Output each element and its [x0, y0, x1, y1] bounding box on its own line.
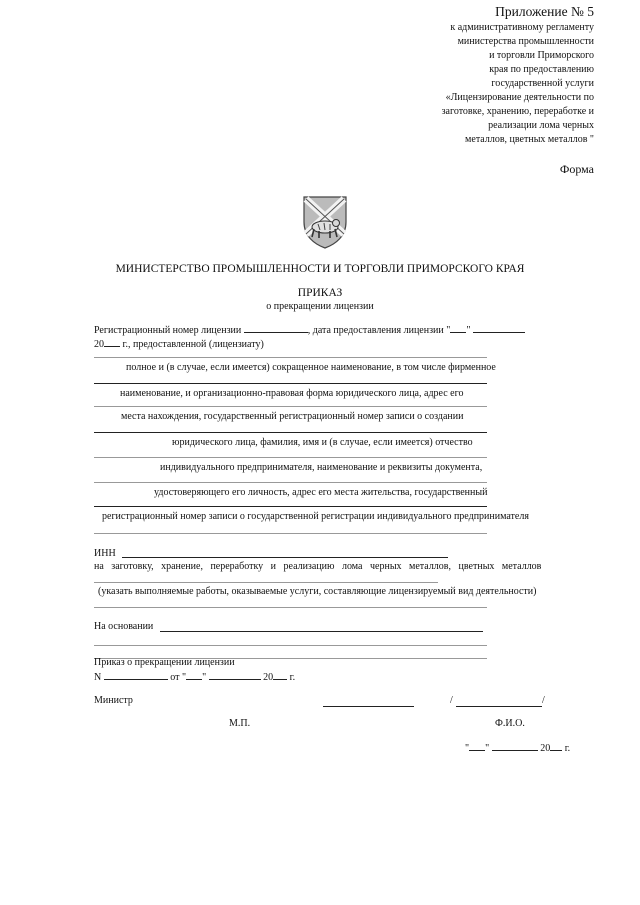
- basis-field-line[interactable]: [94, 645, 487, 646]
- document-subtitle: о прекращении лицензии: [266, 301, 374, 312]
- licensee-caption: полное и (в случае, если имеется) сокращенное наименование, в том числе фирменное: [126, 362, 496, 373]
- licensee-label: г., предоставленной (лицензиату): [122, 339, 264, 350]
- issue-day-field[interactable]: [450, 323, 466, 333]
- order-year-field[interactable]: [273, 670, 287, 680]
- issue-year-field[interactable]: [104, 337, 120, 347]
- order-month-field[interactable]: [209, 670, 261, 680]
- licensee-field-line[interactable]: [94, 432, 487, 433]
- inn-label: ИНН: [94, 548, 116, 559]
- licensee-caption: регистрационный номер записи о государственной регистрации индивидуального предпринимателя: [102, 511, 529, 522]
- licensee-field-line[interactable]: [94, 383, 487, 384]
- year-prefix: 20: [94, 339, 104, 350]
- activity-field[interactable]: [94, 582, 438, 583]
- order-from-label: от ": [170, 672, 187, 683]
- stamp-place-label: М.П.: [229, 718, 251, 729]
- appendix-line: реализации лома черных: [488, 120, 594, 131]
- licensee-field-line[interactable]: [94, 457, 487, 458]
- sign-year-field[interactable]: [550, 741, 562, 751]
- registration-label: Регистрационный номер лицензии: [94, 325, 242, 336]
- appendix-line: заготовке, хранению, переработке и: [441, 106, 594, 117]
- slash-mark: /: [450, 695, 453, 706]
- activity-text: на заготовку, хранение, переработку и реализацию лома черных металлов, цветных металлов: [94, 561, 542, 572]
- order-day-field[interactable]: [186, 670, 202, 680]
- quote-mark: ": [465, 743, 470, 754]
- appendix-line: «Лицензирование деятельности по: [445, 92, 594, 103]
- licensee-caption: юридического лица, фамилия, имя и (в случае, если имеется) отчество: [172, 437, 473, 448]
- ministry-heading: МИНИСТЕРСТВО ПРОМЫШЛЕННОСТИ И ТОРГОВЛИ ПРИМОРСКОГО КРАЯ: [115, 263, 525, 275]
- appendix-line: государственной услуги: [491, 78, 594, 89]
- order-label: Приказ о прекращении лицензии: [94, 657, 235, 668]
- order-number-field[interactable]: [104, 670, 168, 680]
- form-label: Форма: [559, 162, 594, 176]
- inn-field[interactable]: [122, 557, 448, 558]
- issue-date-label: , дата предоставления лицензии ": [307, 325, 451, 336]
- basis-field[interactable]: [160, 631, 483, 632]
- appendix-line: министерства промышленности: [457, 36, 594, 47]
- registration-number-field[interactable]: [244, 323, 308, 333]
- order-year-prefix: 20: [263, 672, 274, 683]
- order-n-label: N: [94, 672, 102, 683]
- order-number-line: [94, 670, 295, 683]
- licensee-field-line[interactable]: [94, 406, 487, 407]
- order-year-suffix: г.: [289, 672, 296, 683]
- signing-date-line: [465, 741, 570, 754]
- licensee-caption: индивидуального предпринимателя, наименование и реквизиты документа,: [160, 462, 483, 473]
- sign-year-prefix: 20: [540, 743, 551, 754]
- quote-mark: ": [466, 325, 471, 336]
- licensee-field-line[interactable]: [94, 357, 487, 358]
- slash-mark: /: [542, 695, 545, 706]
- registration-line-2: [94, 337, 264, 350]
- sign-day-field[interactable]: [469, 741, 485, 751]
- basis-label: На основании: [94, 621, 154, 632]
- appendix-title: Приложение № 5: [495, 4, 594, 19]
- document-title: ПРИКАЗ: [297, 287, 343, 299]
- appendix-line: к административному регламенту: [450, 22, 594, 33]
- licensee-caption: места нахождения, государственный регистрационный номер записи о создании: [121, 411, 464, 422]
- registration-line: [94, 323, 525, 336]
- activity-field-line[interactable]: [94, 607, 487, 608]
- sign-year-suffix: г.: [564, 743, 571, 754]
- licensee-field-line[interactable]: [94, 533, 487, 534]
- fio-field[interactable]: [456, 706, 542, 707]
- minister-label: Министр: [94, 695, 133, 706]
- appendix-line: и торговли Приморского: [489, 50, 594, 61]
- signature-field[interactable]: [323, 706, 414, 707]
- fio-label: Ф.И.О.: [495, 718, 525, 729]
- quote-mark: ": [202, 672, 207, 683]
- licensee-field-line[interactable]: [94, 506, 487, 507]
- licensee-caption: наименование, и организационно-правовая форма юридического лица, адрес его: [120, 388, 464, 399]
- appendix-line: края по предоставлению: [489, 64, 594, 75]
- activity-caption: (указать выполняемые работы, оказываемые услуги, составляющие лицензируемый вид деятельности): [98, 586, 537, 597]
- issue-month-field[interactable]: [473, 323, 525, 333]
- quote-mark: ": [485, 743, 490, 754]
- appendix-line: металлов, цветных металлов ": [465, 134, 594, 145]
- licensee-caption: удостоверяющего его личность, адрес его места жительства, государственный: [154, 487, 488, 498]
- sign-month-field[interactable]: [492, 741, 538, 751]
- coat-of-arms-emblem: [300, 194, 350, 250]
- licensee-field-line[interactable]: [94, 482, 487, 483]
